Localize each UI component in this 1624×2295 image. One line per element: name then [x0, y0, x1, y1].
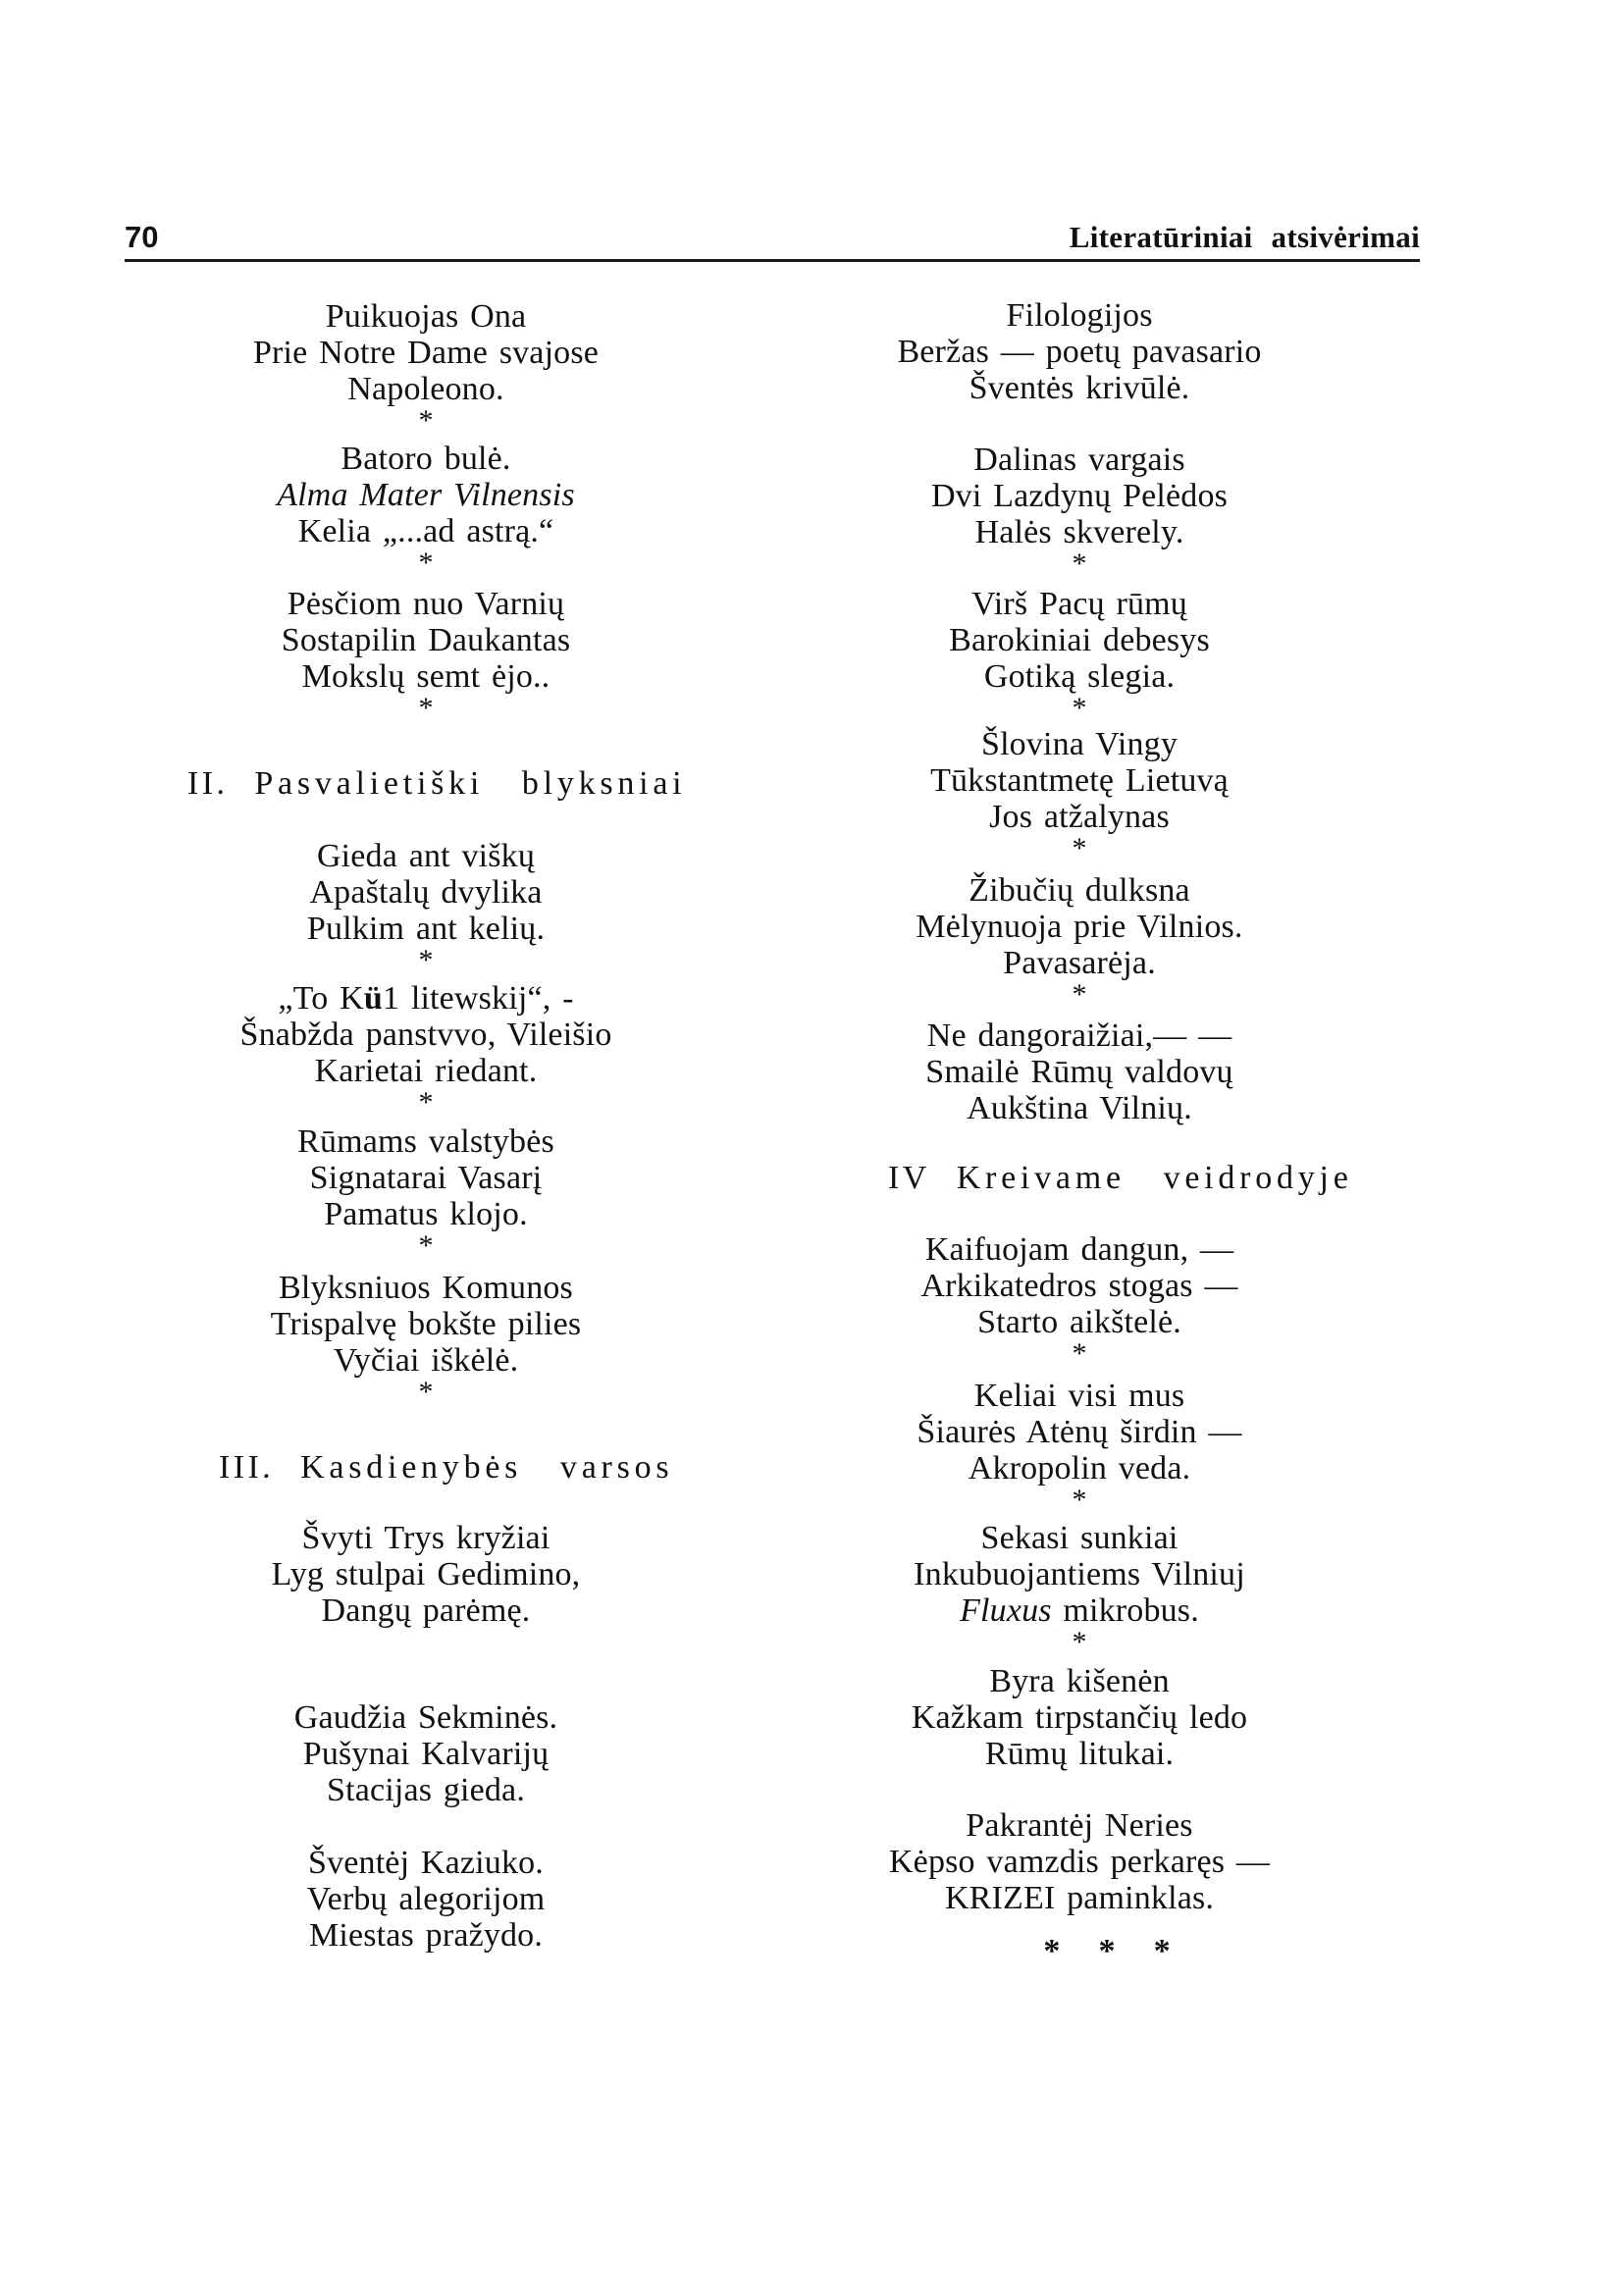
verse-segment: Šiaurės Atėnų širdin —	[917, 1414, 1242, 1450]
stanza	[126, 586, 726, 724]
verse-line	[834, 478, 1325, 514]
verse-segment: Žibučių dulksna	[969, 872, 1190, 909]
section-title: Pasvalietiški blyksniai	[254, 765, 687, 802]
verse-line	[126, 1196, 726, 1232]
verse-line	[834, 442, 1325, 478]
verse-segment: Gotiką slegia.	[983, 658, 1176, 695]
verse-segment: Smailė Rūmų valdovų	[925, 1054, 1233, 1090]
verse-line	[834, 1844, 1325, 1880]
stanza	[126, 1123, 726, 1262]
verse-line	[126, 911, 726, 947]
verse-line	[126, 874, 726, 911]
verse-line	[834, 726, 1325, 762]
verse-segment: Verbų alegorijom	[306, 1881, 546, 1917]
stanza	[834, 726, 1325, 864]
section-numeral: IV	[888, 1160, 930, 1196]
verse-segment: Barokiniai debesys	[949, 622, 1210, 658]
verse-segment: Aukština Vilnių.	[967, 1090, 1192, 1126]
verse-segment: Rūmams valstybės	[297, 1123, 554, 1160]
verse-line	[834, 1736, 1325, 1772]
verse-segment: Kažkam tirpstančių ledo	[911, 1699, 1248, 1736]
verse-segment: Prie Notre Dame svajose	[252, 335, 600, 371]
stanza	[126, 1270, 726, 1408]
verse-segment: Tūkstantmetę Lietuvą	[930, 762, 1229, 799]
verse-line	[834, 945, 1325, 981]
verse-segment: Dangų parėmę.	[321, 1592, 531, 1629]
verse-segment: Apaštalų dvylika	[309, 874, 543, 911]
verse-segment: Starto aikštelė.	[977, 1304, 1181, 1340]
verse-segment: Švyti Trys kryžiai	[301, 1520, 550, 1556]
stanza	[834, 297, 1325, 406]
end-ornament: * * *	[1043, 1933, 1185, 1969]
section-numeral: III.	[219, 1449, 275, 1486]
verse-segment: Lyg stulpai Gedimino,	[271, 1556, 581, 1592]
verse-segment: Šlovina Vingy	[980, 726, 1178, 762]
stanza	[834, 1017, 1325, 1126]
verse-segment: Pėsčiom nuo Varnių	[287, 586, 565, 622]
verse-line	[834, 586, 1325, 622]
verse-segment: Dvi Lazdynų Pelėdos	[930, 478, 1229, 514]
verse-line	[126, 1881, 726, 1917]
verse-line	[834, 334, 1325, 370]
stanza-separator: *	[418, 1376, 434, 1408]
section-title: Kreivame veidrodyje	[956, 1160, 1353, 1196]
verse-segment: Pakrantėj Neries	[966, 1807, 1193, 1844]
verse-segment: Gieda ant viškų	[316, 838, 536, 874]
verse-line	[126, 1772, 726, 1808]
verse-line	[834, 1663, 1325, 1699]
verse-line	[834, 1880, 1325, 1916]
left-column	[126, 0, 726, 2295]
verse-line	[126, 477, 726, 513]
verse-segment: Šventėj Kaziuko.	[308, 1845, 544, 1881]
verse-line	[834, 1556, 1325, 1592]
stanza-separator: *	[1072, 692, 1087, 724]
verse-segment: Gaudžia Sekminės.	[293, 1699, 558, 1736]
verse-segment: Jos atžalynas	[989, 799, 1170, 835]
stanza	[834, 872, 1325, 1011]
verse-line	[834, 514, 1325, 550]
stanza	[834, 1378, 1325, 1516]
verse-line	[126, 335, 726, 371]
verse-segment: Kėpso vamzdis perkaręs —	[888, 1844, 1271, 1880]
verse-line	[834, 1378, 1325, 1414]
stanza	[834, 1807, 1325, 1916]
stanza-separator: *	[1072, 1626, 1087, 1658]
verse-segment: Šventės krivūlė.	[969, 370, 1190, 406]
page-number: 70	[125, 220, 159, 254]
verse-segment: Karietai riedant.	[314, 1053, 538, 1089]
stanza	[834, 1231, 1325, 1370]
verse-line	[126, 980, 726, 1017]
verse-line	[834, 1268, 1325, 1304]
section-numeral: II.	[187, 765, 229, 802]
verse-line	[126, 1270, 726, 1306]
verse-line	[126, 1160, 726, 1196]
verse-line	[126, 298, 726, 335]
stanza	[126, 838, 726, 976]
verse-segment: Pušynai Kalvarijų	[302, 1736, 550, 1772]
verse-line	[126, 1917, 726, 1954]
verse-segment: „To K	[278, 980, 364, 1017]
stanza-separator: *	[418, 404, 434, 437]
verse-line	[126, 1556, 726, 1592]
verse-line	[126, 371, 726, 407]
verse-segment: Keliai visi mus	[973, 1378, 1185, 1414]
verse-line	[834, 872, 1325, 909]
verse-segment: Sostapilin Daukantas	[281, 622, 571, 658]
stanza-separator: *	[418, 547, 434, 579]
stanza	[126, 1520, 726, 1629]
verse-line	[834, 1592, 1325, 1629]
right-column	[834, 0, 1353, 2295]
stanza	[126, 298, 726, 437]
verse-line	[126, 1123, 726, 1160]
verse-segment: Dalinas vargais	[973, 442, 1185, 478]
verse-line	[834, 909, 1325, 945]
stanza-separator: *	[1072, 1337, 1087, 1370]
verse-line	[126, 1520, 726, 1556]
verse-segment-italic: Alma Mater Vilnensis	[277, 477, 575, 513]
section-heading	[126, 765, 726, 802]
stanza	[126, 1845, 726, 1954]
verse-line	[126, 838, 726, 874]
verse-segment: Rūmų litukai.	[984, 1736, 1175, 1772]
verse-segment: Mokslų semt ėjo..	[301, 658, 550, 695]
verse-segment: Vyčiai iškėlė.	[333, 1342, 519, 1379]
verse-segment: Puikuojas Ona	[325, 298, 527, 335]
verse-line	[834, 1090, 1325, 1126]
verse-line	[126, 1017, 726, 1053]
verse-line	[834, 622, 1325, 658]
verse-line	[834, 762, 1325, 799]
verse-segment-bold: ü	[363, 980, 383, 1017]
verse-segment: Halės skverely.	[974, 514, 1184, 550]
stanza-separator: *	[418, 944, 434, 976]
verse-segment: Batoro bulė.	[341, 441, 511, 477]
verse-line	[126, 1592, 726, 1629]
verse-line	[126, 622, 726, 658]
verse-segment: 1 litewskij“, -	[382, 980, 574, 1017]
stanza-separator: *	[418, 692, 434, 724]
verse-line	[834, 799, 1325, 835]
verse-line	[126, 1306, 726, 1342]
verse-line	[834, 297, 1325, 334]
verse-line	[834, 1520, 1325, 1556]
verse-line	[834, 1807, 1325, 1844]
verse-segment: Pamatus klojo.	[324, 1196, 528, 1232]
verse-line	[126, 658, 726, 695]
section-heading	[834, 1160, 1353, 1196]
stanza	[834, 1663, 1325, 1772]
verse-line	[834, 1304, 1325, 1340]
stanza-separator: *	[418, 1229, 434, 1262]
stanza	[834, 442, 1325, 580]
verse-segment: Kelia „...ad astrą.“	[297, 513, 554, 549]
section-title: Kasdienybės varsos	[300, 1449, 674, 1486]
verse-segment-italic: Fluxus	[960, 1592, 1052, 1629]
verse-line	[126, 1699, 726, 1736]
verse-line	[834, 1054, 1325, 1090]
verse-line	[126, 513, 726, 549]
stanza-separator: *	[1072, 832, 1087, 864]
stanza-separator: *	[1072, 978, 1087, 1011]
verse-segment: Beržas — poetų pavasario	[897, 334, 1262, 370]
verse-segment: mikrobus.	[1051, 1592, 1199, 1629]
verse-line	[834, 658, 1325, 695]
verse-segment: Pavasarėja.	[1003, 945, 1156, 981]
verse-segment: Trispalvę bokšte pilies	[270, 1306, 582, 1342]
verse-segment: Stacijas gieda.	[327, 1772, 525, 1808]
stanza-separator: *	[1072, 548, 1087, 580]
verse-segment: Ne dangoraižiai,— —	[926, 1017, 1232, 1054]
verse-segment: Sekasi sunkiai	[980, 1520, 1179, 1556]
verse-segment: Signatarai Vasarį	[309, 1160, 543, 1196]
verse-line	[834, 1699, 1325, 1736]
stanza	[126, 441, 726, 579]
verse-segment: Pulkim ant kelių.	[306, 911, 546, 947]
running-title: Literatūriniai atsivėrimai	[1069, 220, 1420, 254]
verse-line	[126, 1736, 726, 1772]
section-heading	[126, 1449, 726, 1486]
verse-line	[834, 370, 1325, 406]
verse-line	[126, 586, 726, 622]
stanza-separator: *	[1072, 1484, 1087, 1516]
verse-segment: Inkubuojantiems Vilniuj	[914, 1556, 1245, 1592]
verse-line	[126, 441, 726, 477]
verse-segment: Blyksniuos Komunos	[279, 1270, 573, 1306]
stanza	[834, 1520, 1325, 1658]
verse-segment: Šnabžda panstvvo, Vileišio	[239, 1017, 612, 1053]
verse-segment: Mėlynuoja prie Vilnios.	[916, 909, 1243, 945]
stanza	[834, 586, 1325, 724]
verse-segment: Arkikatedros stogas —	[920, 1268, 1238, 1304]
verse-line	[834, 1414, 1325, 1450]
verse-line	[126, 1342, 726, 1379]
verse-segment: Kaifuojam dangun, —	[924, 1231, 1234, 1268]
verse-segment: Akropolin veda.	[968, 1450, 1191, 1487]
verse-segment: KRIZEI paminklas.	[944, 1880, 1215, 1916]
verse-segment: Miestas pražydo.	[308, 1917, 544, 1954]
verse-line	[834, 1450, 1325, 1487]
verse-segment: Napoleono.	[347, 371, 504, 407]
verse-segment: Byra kišenėn	[989, 1663, 1170, 1699]
verse-line	[834, 1231, 1325, 1268]
verse-segment: Virš Pacų rūmų	[971, 586, 1187, 622]
stanza	[126, 1699, 726, 1808]
stanza-separator: *	[418, 1086, 434, 1119]
verse-line	[834, 1017, 1325, 1054]
verse-line	[126, 1845, 726, 1881]
stanza	[126, 980, 726, 1119]
verse-segment: Filologijos	[1006, 297, 1153, 334]
verse-line	[126, 1053, 726, 1089]
